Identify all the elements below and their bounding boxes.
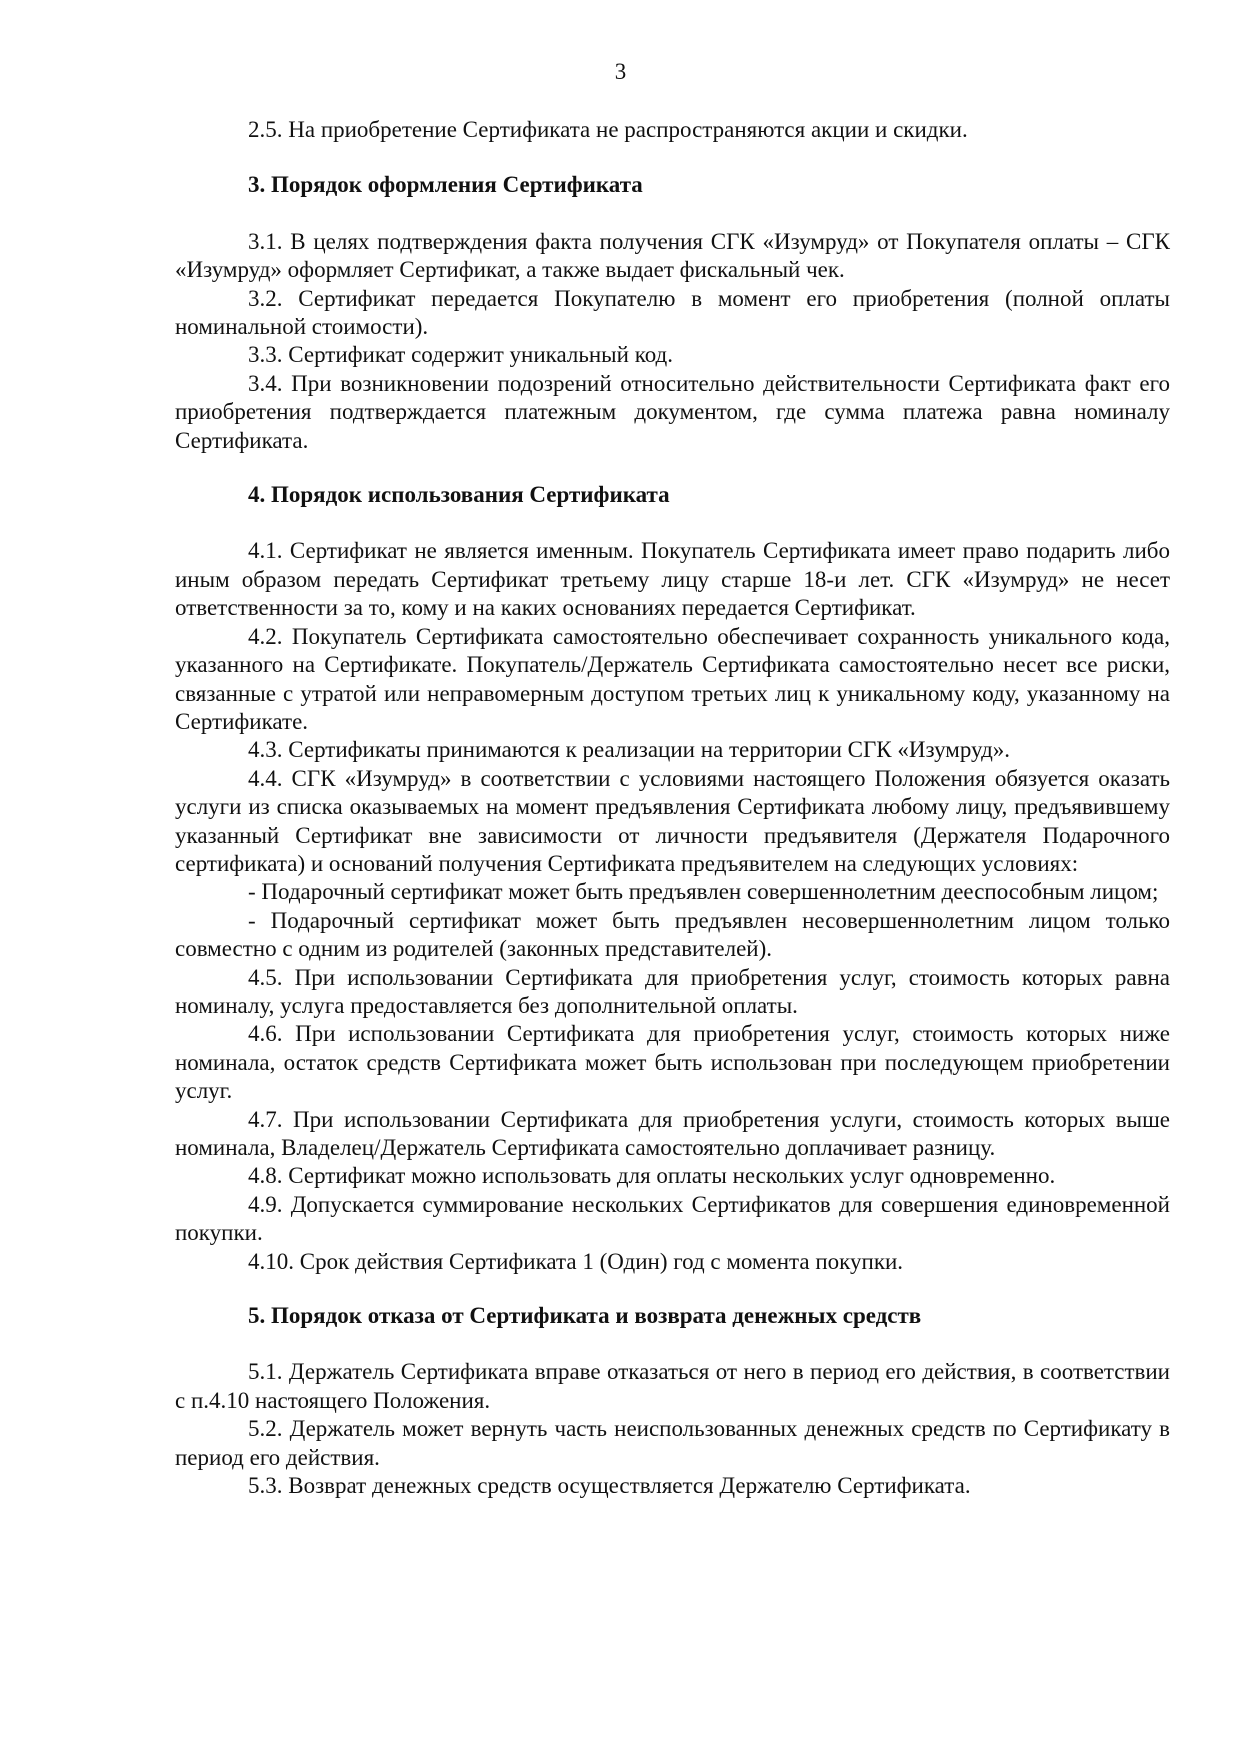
clause-4-5: 4.5. При использовании Сертификата для приобретения услуг, стоимость которых равна номиналу, услуга предоставляется без дополнительной оплаты. [175,964,1170,1018]
section-heading-5: 5. Порядок отказа от Сертификата и возврата денежных средств [248,1303,922,1329]
clause-5-2: 5.2. Держатель может вернуть часть неиспользованных денежных средств по Сертификату в период его действия. [175,1416,1170,1470]
clause-3-4: 3.4. При возникновении подозрений относительно действительности Сертификата факт его приобретения подтверждается платежным документом, где сумма платежа равна номиналу Сертификата. [175,370,1170,453]
clause-3-3: 3.3. Сертификат содержит уникальный код. [248,342,673,368]
clause-4-1: 4.1. Сертификат не является именным. Покупатель Сертификата имеет право подарить либо иным образом передать Сертификат третьему лицу старше 18-и лет. СГК «Изумруд» не несет ответственности за то, кому и на каких основаниях передается Сертификат. [175,538,1170,621]
clause-5-1: 5.1. Держатель Сертификата вправе отказаться от него в период его действия, в соответствии с п.4.10 настоящего Положения. [175,1359,1170,1413]
clause-4-3: 4.3. Сертификаты принимаются к реализации на территории СГК «Изумруд». [248,737,1011,763]
clause-4-4: 4.4. СГК «Изумруд» в соответствии с условиями настоящего Положения обязуется оказать услуги из списка оказываемых на момент предъявления Сертификата любому лицу, предъявившему указанный Сертификат вне зависимости от личности предъявителя (Держателя Подарочного сертификата) и оснований получения Сертификата предъявителем на следующих условиях: [175,765,1170,876]
clause-2-5: 2.5. На приобретение Сертификата не распространяются акции и скидки. [248,117,968,142]
clause-4-9: 4.9. Допускается суммирование нескольких Сертификатов для совершения единовременной покупки. [175,1191,1170,1246]
page-number: 3 [614,59,627,84]
section-heading-3: 3. Порядок оформления Сертификата [248,172,643,198]
clause-4-8: 4.8. Сертификат можно использовать для оплаты нескольких услуг одновременно. [248,1163,1056,1189]
clause-4-10: 4.10. Срок действия Сертификата 1 (Один) год с момента покупки. [248,1248,904,1274]
document-body [175,116,1170,1500]
section-heading-4: 4. Порядок использования Сертификата [248,482,670,508]
clause-4-4-item-2: - Подарочный сертификат может быть предъявлен несовершеннолетним лицом только совместно с одним из родителей (законных представителей). [175,907,1170,962]
clause-4-2: 4.2. Покупатель Сертификата самостоятельно обеспечивает сохранность уникального кода, указанного на Сертификате. Покупатель/Держатель Сертификата самостоятельно несет все риски, связанные с утратой или неправомерным доступом третьих лиц к уникальному коду, указанному на Сертификате. [175,623,1170,734]
clause-3-2: 3.2. Сертификат передается Покупателю в момент его приобретения (полной оплаты номинальной стоимости). [175,285,1170,340]
clause-3-1: 3.1. В целях подтверждения факта получения СГК «Изумруд» от Покупателя оплаты – СГК «Изумруд» оформляет Сертификат, а также выдает фискальный чек. [175,228,1170,283]
clause-4-6: 4.6. При использовании Сертификата для приобретения услуг, стоимость которых ниже номинала, остаток средств Сертификата может быть использован при последующем приобретении услуг. [175,1021,1170,1104]
clause-4-4-item-1: - Подарочный сертификат может быть предъявлен совершеннолетним дееспособным лицом; [248,879,1159,905]
clause-5-3: 5.3. Возврат денежных средств осуществляется Держателю Сертификата. [248,1473,971,1499]
clause-4-7: 4.7. При использовании Сертификата для приобретения услуги, стоимость которых выше номинала, Владелец/Держатель Сертификата самостоятельно доплачивает разницу. [175,1106,1170,1160]
